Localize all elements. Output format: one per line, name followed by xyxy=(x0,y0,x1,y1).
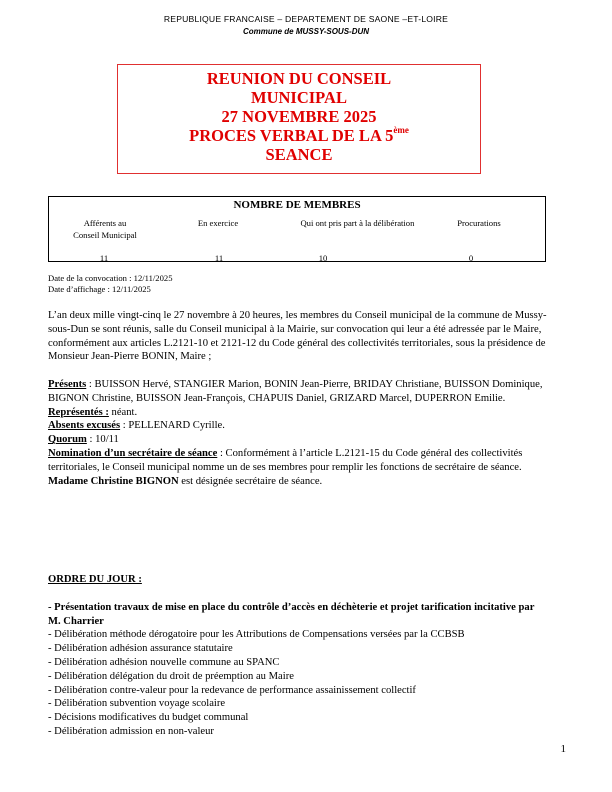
agenda-title: ORDRE DU JOUR : xyxy=(48,574,142,585)
title-line-2: MUNICIPAL xyxy=(251,88,347,107)
quorum-line: Quorum : 10/11 xyxy=(48,434,119,446)
intro-paragraph: L’an deux mille vingt-cinq le 27 novembre à 20 heures, les membres du Conseil municipal de la commune de Mussy-sous-Dun se sont réunis, salle du Conseil municipal à la Mairie, sur convocation qui leur a été adressée par le Maire, conformément aux articles L.2121-10 et 2121-12 du Code général des collectivités territoriales, sous la présidence de Monsieur Jean-Pierre BONIN, Maire ; xyxy=(48,310,547,363)
agenda-item: - Décisions modificatives du budget communal xyxy=(48,712,249,724)
agenda-item: - Délibération délégation du droit de préemption au Maire xyxy=(48,670,294,682)
agenda-item: - Délibération méthode dérogatoire pour les Attributions de Compensations versées par la CCBSB xyxy=(48,629,465,641)
date-affichage: Date d’affichage : 12/11/2025 xyxy=(48,284,151,294)
page-number: 1 xyxy=(560,743,566,755)
presents-line: Présents : BUISSON Hervé, STANGIER Marion, BONIN Jean-Pierre, BRIDAY Christiane, BUISSON Dominique, BIGNON Christine, BUISSON Jean-François, CHAPUIS Daniel, GRIZARD Marcel, DUPERRON Emilie. xyxy=(48,379,543,404)
agenda-item: - Délibération contre-valeur pour la redevance de performance assainissement collectif xyxy=(48,684,416,696)
secretary-line: Nomination d’un secrétaire de séance : Conformément à l’article L.2121-15 du Code général des collectivités territoriales, le Conseil municipal nomme un de ses membres pour remplir les fonctions de secrétaire de séance. Madame Christine BIGNON est désignée secrétaire de séance. xyxy=(48,447,523,487)
agenda-item: - Délibération adhésion assurance statutaire xyxy=(48,643,233,655)
value-exercice: 11 xyxy=(214,253,224,263)
col-deliberation: la délibération xyxy=(365,218,415,228)
value-afferents: 11 xyxy=(99,253,109,263)
members-title: NOMBRE DE MEMBRES xyxy=(233,199,361,211)
value-pris-part: 10 xyxy=(318,253,328,263)
title-line-5: SEANCE xyxy=(265,145,333,164)
col-afferents: Afférents au Conseil Municipal xyxy=(73,218,137,240)
date-convocation: Date de la convocation : 12/11/2025 xyxy=(48,273,173,283)
attendance-block xyxy=(48,378,548,488)
absent-line: Absents excusés : PELLENARD Cyrille. xyxy=(48,420,225,432)
agenda-bold-item: - Présentation travaux de mise en place du contrôle d’accès en déchèterie et projet tarification incitative par M. Charrier xyxy=(48,601,535,627)
col-pris-part: Qui ont pris part à xyxy=(300,218,363,228)
title-box xyxy=(117,64,481,174)
title-line-4: PROCES VERBAL DE LA 5ème xyxy=(189,125,409,145)
members-table xyxy=(48,196,546,262)
title-line-3: 27 NOVEMBRE 2025 xyxy=(221,107,377,126)
agenda-item: - Délibération admission en non-valeur xyxy=(48,725,214,737)
agenda-item: - Délibération subvention voyage scolaire xyxy=(48,698,226,710)
dates-block xyxy=(48,273,173,295)
represented-line: Représentés : néant. xyxy=(48,406,138,418)
col-procurations: Procurations xyxy=(457,218,501,228)
header-commune: Commune de MUSSY-SOUS-DUN xyxy=(242,27,370,36)
value-procurations: 0 xyxy=(468,253,474,263)
agenda-block xyxy=(48,573,548,739)
agenda-item: - Délibération adhésion nouvelle commune au SPANC xyxy=(48,656,280,668)
col-exercice: En exercice xyxy=(197,218,239,228)
title-line-1: REUNION DU CONSEIL xyxy=(206,69,392,88)
header-line-1: REPUBLIQUE FRANCAISE – DEPARTEMENT DE SAONE –ET-LOIRE xyxy=(163,14,449,24)
